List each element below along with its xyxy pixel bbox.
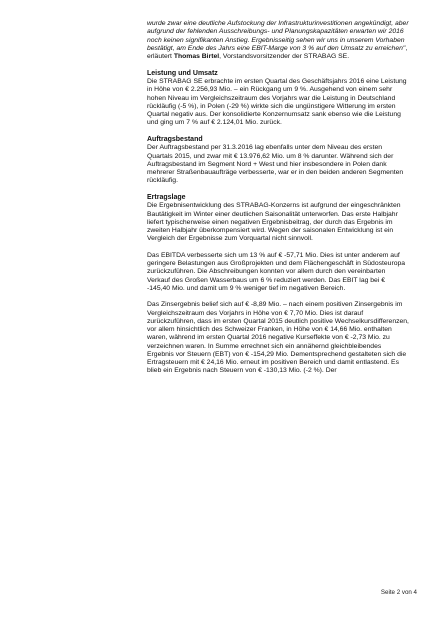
quote-text: wurde zwar eine deutliche Aufstockung der Infrastrukturinvestitionen angekündigt, aber aufgrund der fehlenden Ausschreibungs- und Planungskapazitäten erwarten wir 2016 noch keinen signifikanten Anstieg. Ergebnisseitig sehen wir uns in unserem Vorhaben bestätigt, am Ende des Jahrs eine EBIT-Marge von 3 % auf den Umsatz zu erreichen": [147, 20, 409, 52]
section-heading-auftragsbestand: Auftragsbestand: [147, 135, 203, 143]
quote-attribution-prefix: , erläutert: [147, 44, 408, 60]
section-paragraph: Das EBITDA verbesserte sich um 13 % auf € -57,71 Mio. Dies ist unter anderem auf geringere Belastungen aus Großprojekten und dem Flächengeschäft in Südosteuropa zurückzuführen. Die Abschreibungen konnten vor allem durch den vereinbarten Verkauf des Großen Wasserbaus um 6 % reduziert werden. Das EBIT lag bei € -145,40 Mio. und damit um 9 % weniger tief im negativen Bereich.: [147, 251, 406, 292]
section-paragraph: Der Auftragsbestand per 31.3.2016 lag ebenfalls unter dem Niveau des ersten Quartals 2015, und zwar mit € 13.976,62 Mio. um 8 % darunter. Während sich der Auftragsbestand im Segment Nord + West und hier insbesondere in Polen dank mehrerer Straßenbauaufträge verbesserte, war er in den beiden anderen Segmenten rückläufig.: [147, 144, 404, 185]
section-heading-leistung: Leistung und Umsatz: [147, 69, 218, 77]
page-number: Seite 2 von 4: [380, 589, 417, 596]
section-paragraph: Das Zinsergebnis belief sich auf € -8,89 Mio. – nach einem positiven Zinsergebnis im Vergleichszeitraum des Vorjahrs in Höhe von € 7,70 Mio. Dies ist darauf zurückzuführen, dass im ersten Quartal 2015 deutlich positive Wechselkursdifferenzen, vor allem hinsichtlich des Schweizer Franken, in Höhe von € 14,66 Mio. enthalten waren, während im ersten Quartal 2016 negative Kurseffekte von € -2,73 Mio. zu verzeichnen waren. In Summe errechnet sich ein annähernd gleichbleibendes Ergebnis vor Steuern (EBT) von € -154,29 Mio. Dementsprechend gestalteten sich die Ertragsteuern mit € 24,16 Mio. erneut im positiven Bereich und damit entlastend. Es blieb ein Ergebnis nach Steuern von € -130,13 Mio. (-2 %). Der: [147, 301, 409, 375]
body-text-column: [147, 20, 409, 376]
quote-attribution-suffix: , Vorstandsvorsitzender der STRABAG SE.: [219, 53, 350, 60]
section-paragraph: Die Ergebnisentwicklung des STRABAG-Konzerns ist aufgrund der eingeschränkten Bautätigkeit im Winter einer deutlichen Saisonalität unterworfen. Das erste Halbjahr liefert typischerweise einen negativen Ergebnisbeitrag, der durch das Ergebnis im zweiten Halbjahr überkompensiert wird. Wegen der saisonalen Entwicklung ist ein Vergleich der Ergebnisse zum Vorquartal nicht sinnvoll.: [147, 202, 401, 243]
intro-quote-paragraph: [147, 20, 409, 61]
section-heading-ertragslage: Ertragslage: [147, 193, 186, 201]
section-paragraph: Die STRABAG SE erbrachte im ersten Quartal des Geschäftsjahrs 2016 eine Leistung in Höhe von € 2.256,93 Mio. – ein Rückgang um 9 %. Ausgehend von einem sehr hohen Niveau im Vergleichszeitraum des Vorjahrs war die Leistung in Deutschland rückläufig (-5 %), in Polen (-29 %) wirkte sich die ungünstigere Witterung im ersten Quartal negativ aus. Der konsolidierte Konzernumsatz sank ebenso wie die Leistung und ging um 7 % auf € 2.124,01 Mio. zurück.: [147, 78, 407, 127]
speaker-name: Thomas Birtel: [173, 53, 220, 60]
